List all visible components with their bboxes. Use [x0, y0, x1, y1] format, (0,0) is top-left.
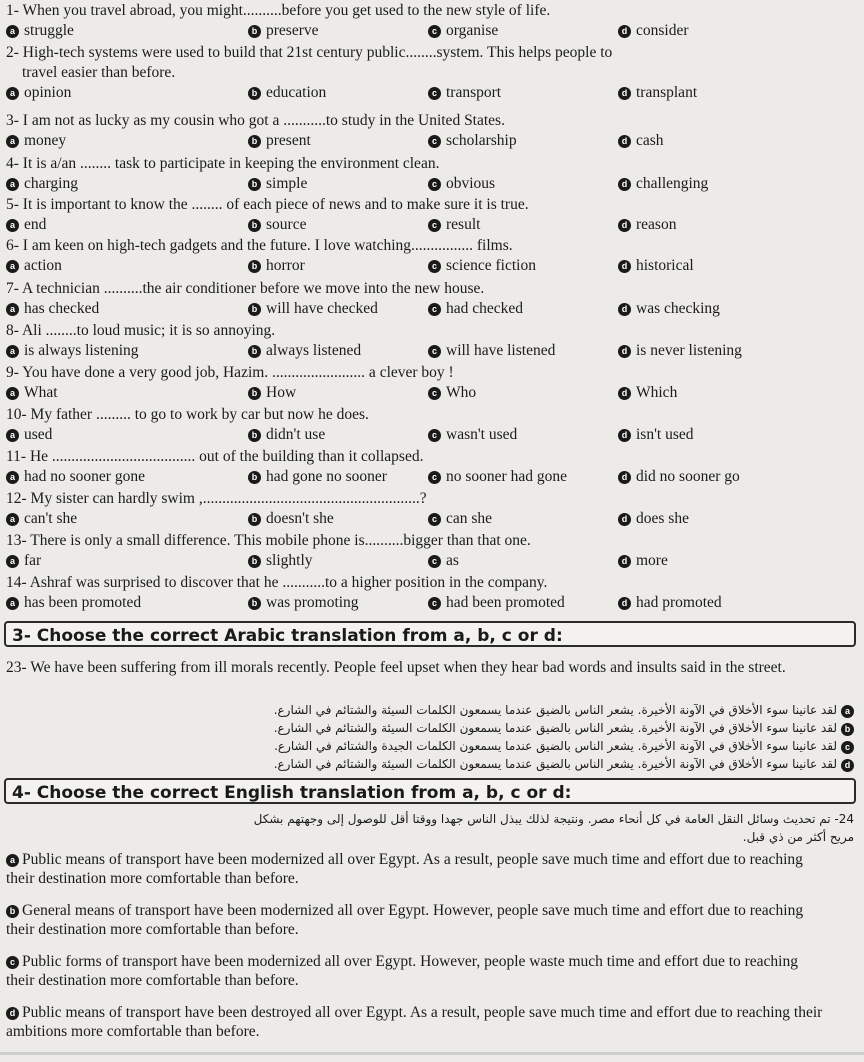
question-stem	[6, 112, 856, 129]
option-text: How	[266, 384, 297, 401]
option-a[interactable]	[6, 257, 62, 275]
option-letter-badge: c	[428, 471, 441, 484]
option-letter-badge: a	[6, 597, 19, 610]
option-c[interactable]	[428, 175, 495, 193]
question-text: Ali ........to loud music; it is so annoying.	[21, 322, 276, 339]
option-text: had gone no sooner	[266, 468, 387, 485]
option-letter-badge: a	[6, 303, 19, 316]
english-option-a[interactable]	[6, 850, 826, 888]
option-letter-badge: c	[428, 260, 441, 273]
option-c[interactable]	[428, 216, 480, 234]
option-d[interactable]	[618, 132, 664, 150]
section-3-title: 3- Choose the correct Arabic translation from a, b, c or d:	[4, 621, 856, 647]
option-text: organise	[446, 22, 499, 39]
option-a[interactable]	[6, 300, 99, 318]
question-text: When you travel abroad, you might..........before you get used to the new style of life.	[22, 2, 551, 19]
option-letter-badge: c	[428, 25, 441, 38]
option-text: end	[24, 216, 47, 233]
option-text: scholarship	[446, 132, 517, 149]
option-c[interactable]	[428, 594, 565, 612]
question-stem	[6, 406, 856, 423]
option-d[interactable]	[618, 257, 694, 275]
option-text: Public means of transport have been modernized all over Egypt. As a result, people save much time and effort due to reaching their destination more comfortable than before.	[6, 851, 803, 887]
question-stem	[6, 448, 856, 465]
options-row	[0, 22, 860, 42]
option-letter-badge: b	[248, 345, 261, 358]
option-letter-badge: d	[618, 471, 631, 484]
question-number: 1-	[6, 2, 19, 19]
question-stem	[6, 44, 856, 61]
options-row	[0, 175, 860, 195]
option-d[interactable]	[618, 175, 708, 193]
option-c[interactable]	[428, 22, 498, 40]
option-letter-badge: c	[428, 87, 441, 100]
option-letter-badge: b	[248, 303, 261, 316]
question-stem	[6, 196, 856, 213]
option-text: more	[636, 552, 668, 569]
option-b[interactable]	[248, 552, 313, 570]
option-letter-badge: b	[248, 260, 261, 273]
option-letter-badge: d	[618, 87, 631, 100]
option-a[interactable]	[6, 468, 145, 486]
option-a[interactable]	[6, 594, 141, 612]
option-letter-badge: a	[6, 513, 19, 526]
option-text: had been promoted	[446, 594, 565, 611]
option-b[interactable]	[248, 468, 387, 486]
question-text: It is important to know the ........ of each piece of news and to make sure it is true.	[22, 196, 529, 213]
options-row	[0, 384, 860, 404]
option-text: horror	[266, 257, 305, 274]
option-letter-badge: c	[428, 303, 441, 316]
option-letter-badge: b	[248, 471, 261, 484]
option-c[interactable]	[428, 132, 517, 150]
option-text: لقد عانينا سوء الأخلاق في الآونة الأخيرة. يشعر الناس بالضيق عندما يسمعون الكلمات السيئة والشتائم في الشارع.	[273, 721, 837, 735]
options-row	[0, 342, 860, 362]
option-text: had checked	[446, 300, 524, 317]
question-number: 23-	[6, 659, 27, 676]
option-letter-badge: c	[428, 387, 441, 400]
option-letter-badge: a	[6, 219, 19, 232]
option-text: money	[24, 132, 67, 149]
option-letter-badge: d	[618, 429, 631, 442]
option-b[interactable]	[248, 175, 307, 193]
option-d[interactable]	[618, 22, 689, 40]
option-text: wasn't used	[446, 426, 518, 443]
option-letter-badge: d	[618, 260, 631, 273]
question-number: 7-	[6, 280, 19, 297]
question-stem-continued	[22, 64, 864, 81]
option-a[interactable]	[6, 216, 46, 234]
option-text: historical	[636, 257, 694, 274]
option-b[interactable]	[248, 300, 378, 318]
option-a[interactable]	[6, 552, 41, 570]
option-letter-badge: d	[618, 219, 631, 232]
options-row	[0, 426, 860, 446]
option-c[interactable]	[428, 552, 459, 570]
question-stem	[6, 532, 856, 549]
option-text: isn't used	[636, 426, 694, 443]
option-text: Which	[636, 384, 678, 401]
question-stem	[6, 155, 856, 172]
option-letter-badge: b	[248, 178, 261, 191]
option-text: present	[266, 132, 311, 149]
page-bottom-rule	[0, 1052, 864, 1055]
question-text: You have done a very good job, Hazim. ........................ a clever boy !	[22, 364, 454, 381]
option-a[interactable]	[6, 84, 71, 102]
option-b[interactable]	[248, 257, 305, 275]
option-text: opinion	[24, 84, 72, 101]
option-d[interactable]	[618, 510, 689, 528]
option-text: Who	[446, 384, 477, 401]
option-letter-badge: b	[248, 87, 261, 100]
option-text: science fiction	[446, 257, 536, 274]
option-text: was promoting	[266, 594, 359, 611]
option-text: obvious	[446, 175, 496, 192]
option-a[interactable]	[6, 384, 58, 402]
section-4-question-line2: مريح أكثر من ذي قبل.	[742, 830, 854, 844]
option-text: Public means of transport have been destroyed all over Egypt. As a result, people save much time and effort due to reaching their ambitions more comfortable than before.	[6, 1004, 823, 1040]
option-letter-badge: a	[6, 135, 19, 148]
question-stem	[6, 2, 856, 19]
question-stem	[6, 280, 856, 297]
question-stem	[6, 364, 856, 381]
option-letter-badge: c	[428, 178, 441, 191]
option-letter-badge: c	[428, 555, 441, 568]
option-text: education	[266, 84, 327, 101]
question-text: A technician ..........the air conditioner before we move into the new house.	[21, 280, 485, 297]
option-text: action	[24, 257, 62, 274]
option-text: simple	[266, 175, 308, 192]
option-letter-badge: c	[428, 513, 441, 526]
english-option-c[interactable]	[6, 952, 826, 990]
question-number: 6-	[6, 237, 19, 254]
option-d[interactable]	[618, 84, 697, 102]
question-number: 11-	[6, 448, 27, 465]
option-letter-badge: d	[618, 387, 631, 400]
options-row	[0, 257, 860, 277]
option-letter-badge: d	[618, 597, 631, 610]
option-letter-badge: a	[6, 854, 19, 867]
question-text: He ..................................... out of the building than it collapsed.	[29, 448, 424, 465]
option-text: consider	[636, 22, 689, 39]
option-text: source	[266, 216, 307, 233]
question-text: It is a/an ........ task to participate in keeping the environment clean.	[22, 155, 440, 172]
option-text: did no sooner go	[636, 468, 740, 485]
option-c[interactable]	[428, 510, 492, 528]
option-letter-badge: d	[618, 555, 631, 568]
option-letter-badge: a	[841, 705, 854, 718]
option-text: does she	[636, 510, 689, 527]
option-letter-badge: b	[248, 429, 261, 442]
option-d[interactable]	[618, 552, 668, 570]
option-letter-badge: d	[618, 513, 631, 526]
option-b[interactable]	[248, 216, 306, 234]
option-letter-badge: c	[428, 429, 441, 442]
question-number: 9-	[6, 364, 19, 381]
option-d[interactable]	[618, 594, 722, 612]
option-text: لقد عانينا سوء الأخلاق في الآونة الأخيرة. يشعر الناس بالضيق عندما يسمعون الكلمات السيئة والشتائم في الشارع.	[273, 757, 837, 771]
english-option-b[interactable]	[6, 901, 826, 939]
options-row	[0, 132, 860, 152]
option-letter-badge: a	[6, 387, 19, 400]
option-d[interactable]	[618, 468, 740, 486]
options-row	[0, 300, 860, 320]
option-letter-badge: c	[6, 956, 19, 969]
question-text: We have been suffering from ill morals recently. People feel upset when they hear bad words and insults said in the street.	[30, 659, 786, 676]
section-4-title: 4- Choose the correct English translation from a, b, c or d:	[4, 778, 856, 804]
option-b[interactable]	[248, 594, 359, 612]
options-row	[0, 216, 860, 236]
option-text: will have checked	[266, 300, 378, 317]
option-letter-badge: b	[248, 387, 261, 400]
option-letter-badge: a	[6, 260, 19, 273]
option-d[interactable]	[618, 216, 676, 234]
option-c[interactable]	[428, 257, 536, 275]
option-letter-badge: b	[248, 135, 261, 148]
option-text: as	[446, 552, 459, 569]
question-stem	[6, 237, 856, 254]
option-text: Public forms of transport have been modernized all over Egypt. However, people waste much time and effort due to reaching their destination more comfortable than before.	[6, 953, 798, 989]
question-number: 2-	[6, 44, 19, 61]
option-text: reason	[636, 216, 677, 233]
question-number: 4-	[6, 155, 19, 172]
option-text: preserve	[266, 22, 319, 39]
option-text: What	[24, 384, 58, 401]
option-text: has checked	[24, 300, 100, 317]
option-a[interactable]	[6, 342, 139, 360]
question-text: I am not as lucky as my cousin who got a ...........to study in the United States.	[22, 112, 505, 129]
option-c[interactable]	[428, 84, 501, 102]
option-letter-badge: b	[248, 219, 261, 232]
option-b[interactable]	[248, 384, 296, 402]
option-text: can't she	[24, 510, 78, 527]
option-text: challenging	[636, 175, 709, 192]
option-letter-badge: a	[6, 87, 19, 100]
option-text: didn't use	[266, 426, 326, 443]
option-a[interactable]	[6, 426, 52, 444]
option-text: has been promoted	[24, 594, 142, 611]
option-letter-badge: a	[6, 345, 19, 358]
option-text: was checking	[636, 300, 720, 317]
option-letter-badge: b	[248, 555, 261, 568]
question-text: I am keen on high-tech gadgets and the future. I love watching................ films.	[22, 237, 513, 254]
option-b[interactable]	[248, 22, 319, 40]
question-text: Ashraf was surprised to discover that he ...........to a higher position in the company.	[29, 574, 548, 591]
english-option-d[interactable]	[6, 1003, 826, 1041]
question-text: My sister can hardly swim ,........................................................?	[30, 490, 427, 507]
option-text: had no sooner gone	[24, 468, 145, 485]
option-text: General means of transport have been modernized all over Egypt. However, people save much time and effort due to reaching their destination more comfortable than before.	[6, 902, 804, 938]
option-b[interactable]	[248, 342, 361, 360]
option-d[interactable]	[618, 384, 677, 402]
option-text: لقد عانينا سوء الأخلاق في الآونة الأخيرة. يشعر الناس بالضيق عندما يسمعون الكلمات السيئة والشتائم في الشارع.	[273, 703, 837, 717]
option-d[interactable]	[618, 342, 742, 360]
option-letter-badge: c	[841, 741, 854, 754]
option-d[interactable]	[618, 426, 693, 444]
option-letter-badge: a	[6, 429, 19, 442]
option-text: result	[446, 216, 481, 233]
option-letter-badge: b	[248, 25, 261, 38]
option-text: had promoted	[636, 594, 722, 611]
question-text: My father ......... to go to work by car but now he does.	[30, 406, 369, 423]
arabic-option-a[interactable]	[24, 702, 854, 718]
question-number: 8-	[6, 322, 19, 339]
question-stem	[6, 322, 856, 339]
option-b[interactable]	[248, 84, 326, 102]
option-letter-badge: a	[6, 555, 19, 568]
option-d[interactable]	[618, 300, 720, 318]
option-a[interactable]	[6, 132, 66, 150]
options-row	[0, 468, 860, 488]
question-number: 14-	[6, 574, 27, 591]
option-letter-badge: b	[248, 513, 261, 526]
option-letter-badge: c	[428, 345, 441, 358]
option-text: transplant	[636, 84, 698, 101]
options-row	[0, 552, 860, 572]
option-a[interactable]	[6, 22, 74, 40]
question-text: High-tech systems were used to build that 21st century public........system. This helps people to	[22, 44, 613, 61]
option-letter-badge: d	[618, 178, 631, 191]
option-b[interactable]	[248, 426, 325, 444]
option-letter-badge: a	[6, 471, 19, 484]
option-text: cash	[636, 132, 664, 149]
option-text: slightly	[266, 552, 313, 569]
option-letter-badge: d	[6, 1007, 19, 1020]
question-stem	[6, 490, 856, 507]
option-letter-badge: b	[841, 723, 854, 736]
option-text: no sooner had gone	[446, 468, 567, 485]
question-text-line2: travel easier than before.	[22, 64, 176, 81]
option-c[interactable]	[428, 468, 567, 486]
option-letter-badge: a	[6, 25, 19, 38]
option-b[interactable]	[248, 132, 311, 150]
option-letter-badge: d	[841, 759, 854, 772]
option-letter-badge: d	[618, 345, 631, 358]
question-number: 10-	[6, 406, 27, 423]
option-text: far	[24, 552, 42, 569]
options-row	[0, 594, 860, 614]
option-text: always listened	[266, 342, 362, 359]
option-c[interactable]	[428, 384, 476, 402]
option-text: used	[24, 426, 53, 443]
option-a[interactable]	[6, 175, 78, 193]
option-text: struggle	[24, 22, 74, 39]
question-text: There is only a small difference. This mobile phone is..........bigger than that one.	[30, 532, 531, 549]
option-letter-badge: c	[428, 219, 441, 232]
option-text: can she	[446, 510, 493, 527]
option-letter-badge: c	[428, 597, 441, 610]
question-number: 12-	[6, 490, 27, 507]
section-4-question-line1: 24- تم تحديث وسائل النقل العامة في كل أنحاء مصر. ونتيجة لذلك يبذل الناس جهدا ووقتا أقل للوصول إلى وجهتهم بشكل	[253, 812, 854, 826]
option-letter-badge: b	[248, 597, 261, 610]
option-text: is never listening	[636, 342, 742, 359]
option-text: doesn't she	[266, 510, 334, 527]
option-text: is always listening	[24, 342, 139, 359]
option-letter-badge: d	[618, 135, 631, 148]
question-number: 13-	[6, 532, 27, 549]
section-3-question	[6, 658, 826, 677]
option-text: transport	[446, 84, 502, 101]
option-letter-badge: b	[6, 905, 19, 918]
option-letter-badge: d	[618, 25, 631, 38]
option-text: will have listened	[446, 342, 556, 359]
option-c[interactable]	[428, 426, 517, 444]
option-letter-badge: d	[618, 303, 631, 316]
question-number: 5-	[6, 196, 19, 213]
question-stem	[6, 574, 856, 591]
arabic-option-b[interactable]	[24, 720, 854, 736]
option-c[interactable]	[428, 300, 523, 318]
option-a[interactable]	[6, 510, 77, 528]
option-b[interactable]	[248, 510, 334, 528]
option-text: charging	[24, 175, 78, 192]
arabic-option-d[interactable]	[24, 756, 854, 772]
option-c[interactable]	[428, 342, 555, 360]
arabic-option-c[interactable]	[24, 738, 854, 754]
options-row	[0, 84, 860, 104]
option-text: لقد عانينا سوء الأخلاق في الآونة الأخيرة. يشعر الناس بالضيق عندما يسمعون الكلمات الجيدة والشتائم في الشارع.	[274, 739, 837, 753]
option-letter-badge: a	[6, 178, 19, 191]
question-number: 3-	[6, 112, 19, 129]
option-letter-badge: c	[428, 135, 441, 148]
options-row	[0, 510, 860, 530]
